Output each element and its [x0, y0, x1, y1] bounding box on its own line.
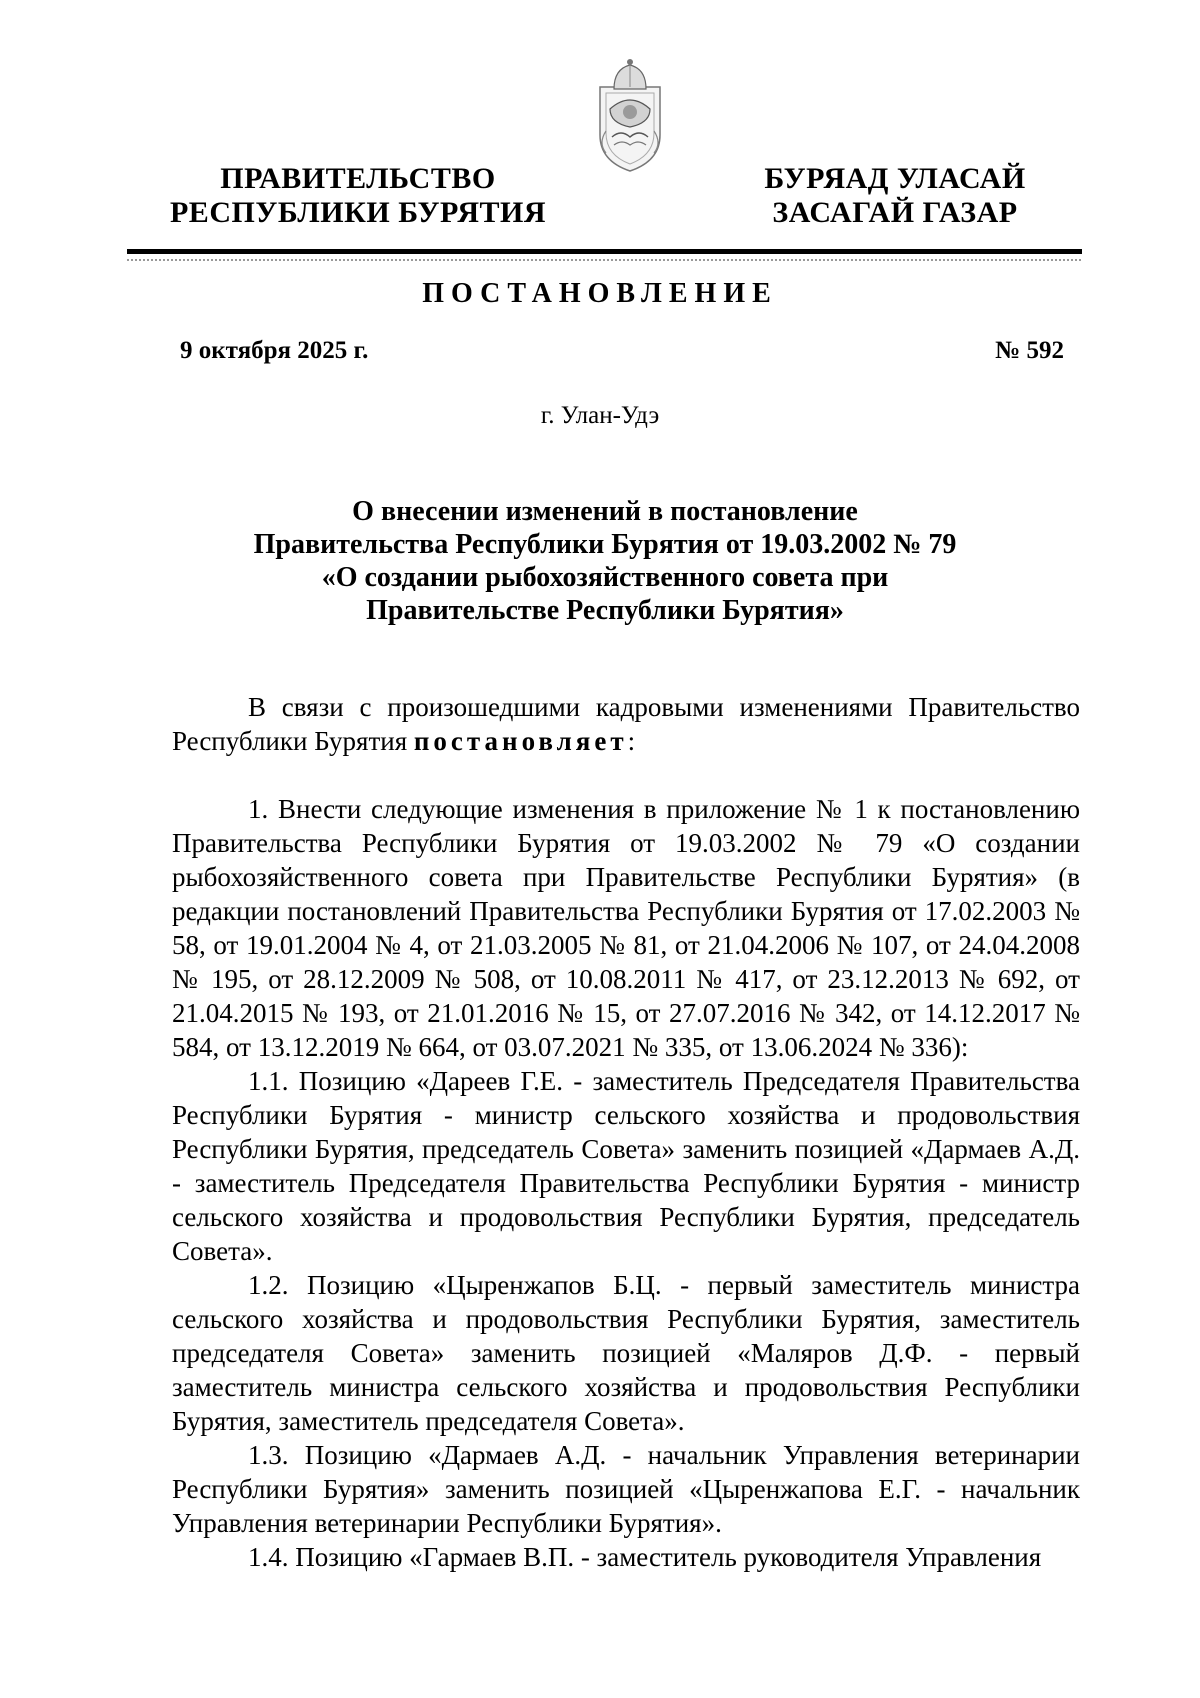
subject-line: Правительстве Республики Бурятия»: [366, 595, 844, 626]
subject-line: Правительства Республики Бурятия от 19.03.2002 № 79: [253, 529, 957, 560]
decree-number: № 592: [995, 337, 1064, 364]
issuer-line: РЕСПУБЛИКИ БУРЯТИЯ: [169, 196, 547, 229]
decree-body: [172, 690, 1080, 1574]
subject-line: О внесении изменений в постановление: [352, 496, 858, 527]
issuer-name-buryat: [740, 162, 1050, 230]
coat-of-arms-icon: [592, 57, 668, 175]
decree-date: 9 октября 2025 г.: [180, 337, 369, 364]
issuer-line: ПРАВИТЕЛЬСТВО: [220, 162, 496, 195]
issuer-name-russian: [168, 162, 548, 230]
paragraph-1-3: 1.3. Позицию «Дармаев А.Д. - начальник Управления ветеринарии Республики Бурятия» заменить позицией «Цыренжапова Е.Г. - начальник Управления ветеринарии Республики Бурятия».: [172, 1440, 1080, 1538]
paragraph-1-2: 1.2. Позицию «Цыренжапов Б.Ц. - первый заместитель министра сельского хозяйства и продовольствия Республики Бурятия, заместитель председателя Совета» заменить позицией «Маляров Д.Ф. - первый заместитель министра сельского хозяйства и продовольствия Республики Бурятия, заместитель председателя Совета».: [172, 1270, 1080, 1436]
header-divider-thick: [127, 249, 1082, 254]
paragraph-1-4: 1.4. Позицию «Гармаев В.П. - заместитель руководителя Управления: [248, 1542, 1042, 1572]
subject-line: «О создании рыбохозяйственного совета при: [321, 562, 889, 593]
decree-subject: [170, 495, 1040, 627]
intro-colon: :: [627, 726, 636, 756]
decree-city: г. Улан-Удэ: [540, 402, 660, 429]
issuer-line: ЗАСАГАЙ ГАЗАР: [772, 196, 1018, 229]
paragraph-1: 1. Внести следующие изменения в приложение № 1 к постановлению Правительства Республики Бурятия от 19.03.2002 № 79 «О создании рыбохозяйственного совета при Правительстве Республики Бурятия» (в редакции постановлений Правительства Республики Бурятия от 17.02.2003 № 58, от 19.01.2004 № 4, от 21.03.2005 № 81, от 21.04.2006 № 107, от 24.04.2008 № 195, от 28.12.2009 № 508, от 10.08.2011 № 417, от 23.12.2013 № 692, от 21.04.2015 № 193, от 21.01.2016 № 15, от 27.07.2016 № 342, от 14.12.2017 № 584, от 13.12.2019 № 664, от 03.07.2021 № 335, от 13.06.2024 № 336):: [172, 794, 1080, 1062]
intro-keyword: постановляет: [413, 726, 628, 756]
intro-paragraph: [172, 690, 1080, 758]
paragraph-1-1: 1.1. Позицию «Дареев Г.Е. - заместитель Председателя Правительства Республики Бурятия - министр сельского хозяйства и продовольствия Республики Бурятия, председатель Совета» заменить позицией «Дармаев А.Д. - заместитель Председателя Правительства Республики Бурятия - министр сельского хозяйства и продовольствия Республики Бурятия, председатель Совета».: [172, 1066, 1080, 1266]
decree-title: ПОСТАНОВЛЕНИЕ: [422, 278, 778, 309]
intro-text: В связи с произошедшими кадровыми изменениями Правительство Республики Бурятия: [172, 692, 1080, 756]
issuer-line: БУРЯАД УЛАСАЙ: [764, 162, 1026, 195]
header-divider-thin: [127, 259, 1082, 261]
